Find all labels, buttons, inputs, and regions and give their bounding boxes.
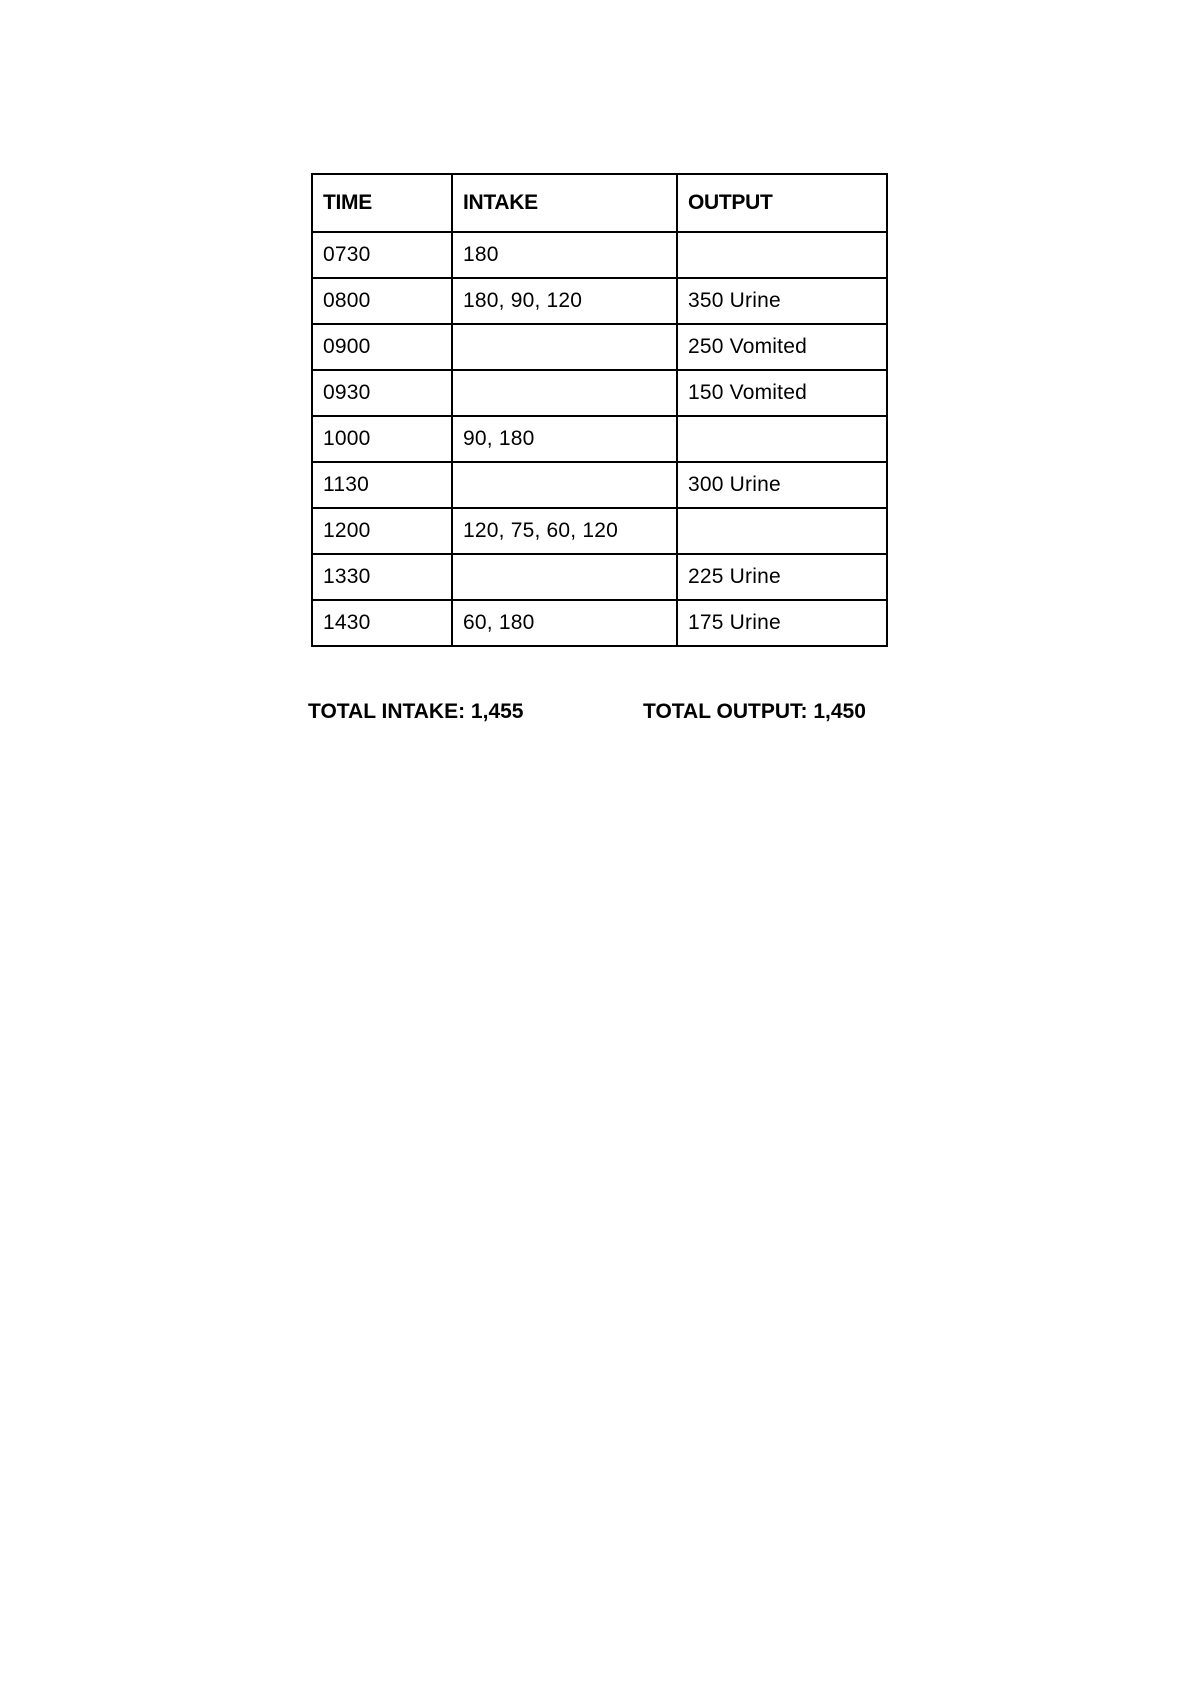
intake-cell: 180 bbox=[452, 232, 677, 278]
total-intake-label: TOTAL INTAKE: 1,455 bbox=[308, 700, 524, 723]
total-output-label: TOTAL OUTPUT: 1,450 bbox=[643, 700, 866, 723]
time-cell: 1330 bbox=[312, 554, 452, 600]
table-header-row bbox=[312, 174, 887, 232]
intake-cell: 180, 90, 120 bbox=[452, 278, 677, 324]
intake-cell: 60, 180 bbox=[452, 600, 677, 646]
intake-cell bbox=[452, 370, 677, 416]
output-cell: 175 Urine bbox=[677, 600, 887, 646]
column-header-time: TIME bbox=[312, 174, 452, 232]
output-cell bbox=[677, 416, 887, 462]
column-header-output: OUTPUT bbox=[677, 174, 887, 232]
table-row bbox=[312, 600, 887, 646]
time-cell: 0900 bbox=[312, 324, 452, 370]
intake-cell bbox=[452, 324, 677, 370]
output-cell: 225 Urine bbox=[677, 554, 887, 600]
intake-cell: 90, 180 bbox=[452, 416, 677, 462]
output-cell: 300 Urine bbox=[677, 462, 887, 508]
time-cell: 1130 bbox=[312, 462, 452, 508]
time-cell: 0930 bbox=[312, 370, 452, 416]
table-row bbox=[312, 508, 887, 554]
column-header-intake: INTAKE bbox=[452, 174, 677, 232]
time-cell: 0730 bbox=[312, 232, 452, 278]
intake-output-table bbox=[311, 173, 888, 647]
output-cell: 250 Vomited bbox=[677, 324, 887, 370]
output-cell: 150 Vomited bbox=[677, 370, 887, 416]
intake-cell bbox=[452, 554, 677, 600]
table-row bbox=[312, 324, 887, 370]
table-row bbox=[312, 278, 887, 324]
output-cell: 350 Urine bbox=[677, 278, 887, 324]
output-cell bbox=[677, 508, 887, 554]
time-cell: 1430 bbox=[312, 600, 452, 646]
time-cell: 1000 bbox=[312, 416, 452, 462]
table-row bbox=[312, 232, 887, 278]
table-row bbox=[312, 554, 887, 600]
table-row bbox=[312, 462, 887, 508]
time-cell: 0800 bbox=[312, 278, 452, 324]
table-row bbox=[312, 416, 887, 462]
output-cell bbox=[677, 232, 887, 278]
time-cell: 1200 bbox=[312, 508, 452, 554]
intake-cell bbox=[452, 462, 677, 508]
table-row bbox=[312, 370, 887, 416]
intake-cell: 120, 75, 60, 120 bbox=[452, 508, 677, 554]
